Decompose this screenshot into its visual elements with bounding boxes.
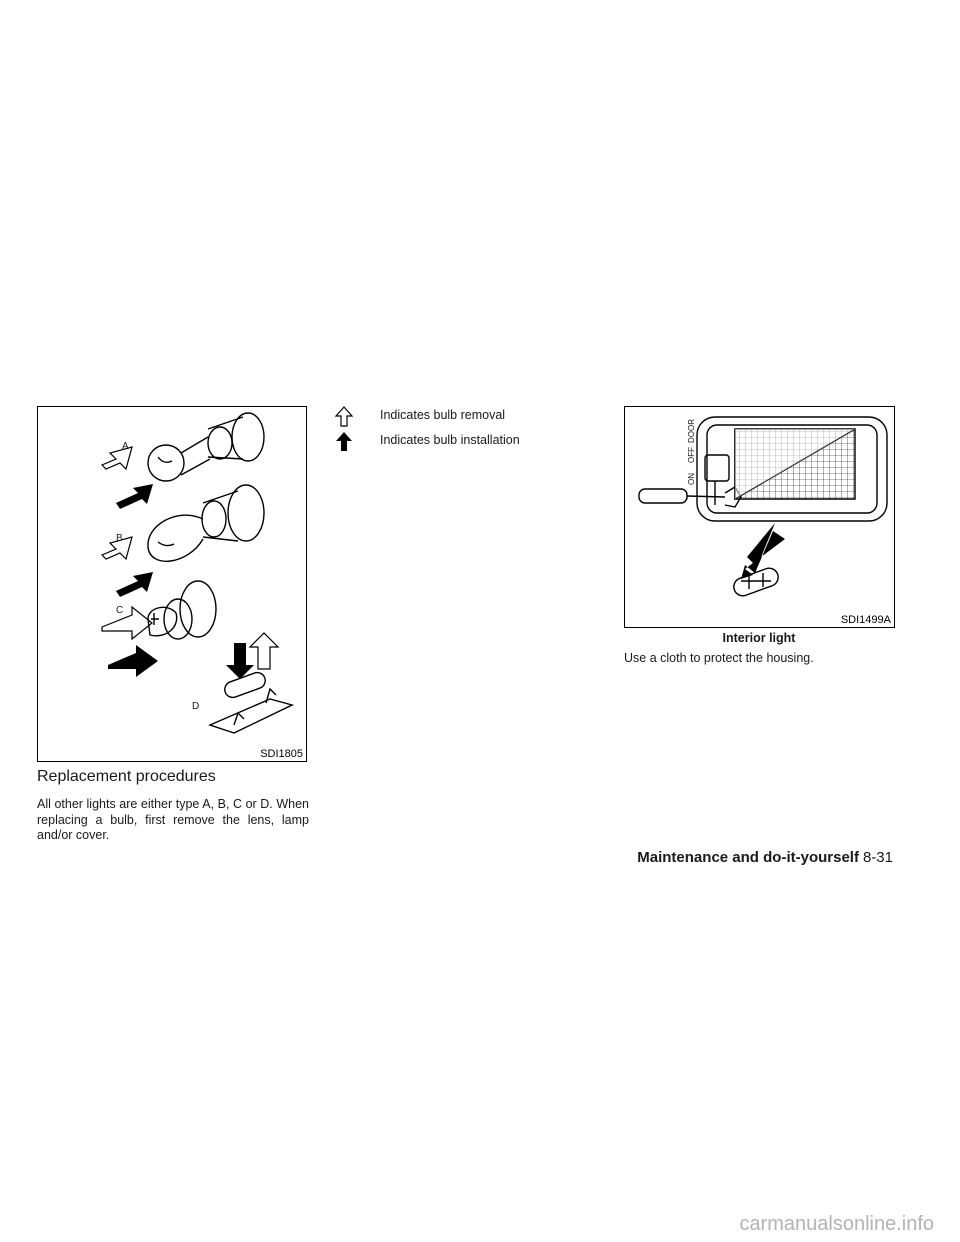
figure-code: SDI1805 [260,748,303,760]
legend-installation-text: Indicates bulb installation [380,433,520,447]
page-footer [637,849,893,867]
bulb-label-a: A [122,441,129,452]
section-heading: Replacement procedures [37,768,216,785]
housing-note: Use a cloth to protect the housing. [624,651,814,665]
interior-light-figure [624,406,895,628]
watermark: carmanualsonline.info [739,1213,934,1235]
bulb-types-figure [37,406,307,762]
bulb-label-b: B [116,533,123,544]
figure-code: SDI1499A [840,614,891,626]
bulb-types-illustration [38,407,308,763]
bulb-label-c: C [116,605,124,616]
switch-label-door: DOOR [687,419,696,443]
interior-light-illustration [625,407,896,629]
outline-arrow-up-icon [335,406,353,428]
figure-caption: Interior light [722,631,796,645]
page-number: 8-31 [862,849,893,866]
legend-removal-text: Indicates bulb removal [380,408,506,422]
section-body: All other lights are either type A, B, C or D. When replacing a bulb, first remove the lens, lamp and/or cover. [37,797,309,842]
bulb-label-d: D [192,701,200,712]
footer-section-title: Maintenance and do-it-yourself [637,849,859,866]
solid-arrow-up-icon [335,431,353,453]
switch-label-on: ON [687,473,696,485]
switch-label-off: OFF [687,447,696,463]
